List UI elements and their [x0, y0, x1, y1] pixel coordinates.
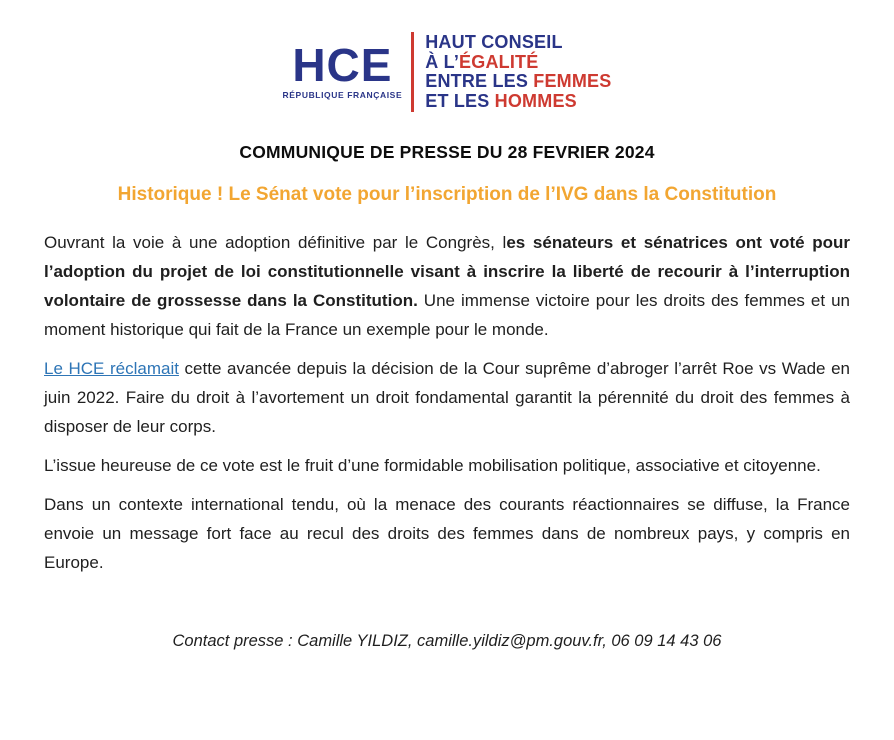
logo-line-3: [425, 72, 611, 92]
logo-divider-bar: [411, 32, 414, 112]
hce-logo-wordmark: [425, 33, 611, 111]
contact-line: Contact presse : Camille YILDIZ, camille.yildiz@pm.gouv.fr, 06 09 14 43 06: [172, 632, 722, 650]
logo-line-2: [425, 53, 611, 73]
paragraph-1: [44, 228, 850, 344]
hce-reclamait-link[interactable]: Le HCE réclamait: [44, 359, 179, 378]
logo-line-4: [425, 92, 611, 112]
paragraph-1-bold: es sénateurs et sénatrices ont voté pour l’adoption du projet de loi constitutionnelle visant à inscrire la liberté de recourir à l’interruption volontaire de grossesse dans la Constitution.: [44, 233, 850, 310]
logo-line-2-red: ÉGALITÉ: [459, 51, 539, 72]
republique-francaise-label: RÉPUBLIQUE FRANÇAISE: [282, 90, 403, 101]
headline: Historique ! Le Sénat vote pour l’inscription de l’IVG dans la Constitution: [117, 184, 777, 205]
press-release-body: [44, 228, 850, 577]
hce-logo-acronym: HCE: [292, 38, 393, 91]
hce-logo: [0, 0, 894, 112]
paragraph-2-rest: cette avancée depuis la décision de la Cour suprême d’abroger l’arrêt Roe vs Wade en juin 2022. Faire du droit à l’avortement un droit fondamental garantit la pérennité du droit des femmes à disposer de leur corps.: [44, 359, 850, 436]
paragraph-3: L’issue heureuse de ce vote est le fruit d’une formidable mobilisation politique, associative et citoyenne.: [44, 456, 821, 475]
hce-logo-left: [282, 38, 403, 101]
paragraph-4: Dans un contexte international tendu, où la menace des courants réactionnaires se diffuse, la France envoie un message fort face au recul des droits des femmes dans de nombreux pays, y compris en Europe.: [44, 495, 850, 572]
logo-line-3-red: FEMMES: [533, 71, 612, 91]
logo-line-4-blue: ET LES: [425, 90, 495, 111]
paragraph-1-end: Une immense victoire pour les droits des femmes et un moment historique qui fait de la France un exemple pour le monde.: [44, 291, 850, 339]
paragraph-2: [44, 354, 850, 441]
press-release-title: COMMUNIQUE DE PRESSE DU 28 FEVRIER 2024: [239, 142, 655, 162]
logo-line-2-blue: À L’: [425, 51, 460, 72]
logo-line-1: [425, 33, 611, 53]
logo-line-3-blue: ENTRE LES: [425, 71, 534, 91]
logo-line-1-text: HAUT CONSEIL: [425, 32, 563, 52]
paragraph-1-start: Ouvrant la voie à une adoption définitive par le Congrès, l: [44, 233, 507, 252]
logo-line-4-red: HOMMES: [494, 90, 577, 111]
